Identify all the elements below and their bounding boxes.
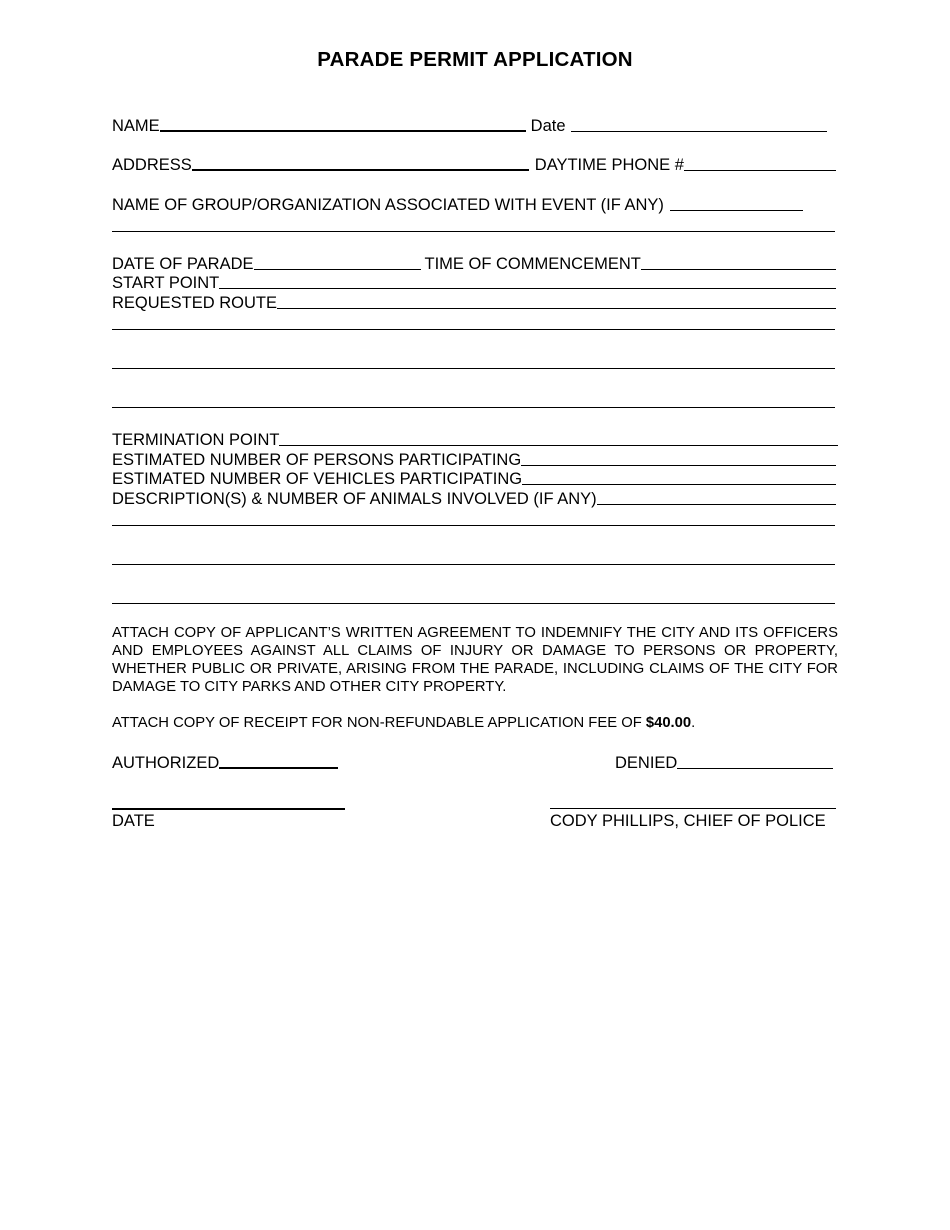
animals-line[interactable] [112, 564, 835, 565]
group-label: NAME OF GROUP/ORGANIZATION ASSOCIATED WITH EVENT (IF ANY) [112, 196, 664, 214]
authorized-row [112, 750, 352, 772]
authorized-label: AUTHORIZED [112, 754, 220, 772]
fee-amount: $40.00 [645, 715, 692, 731]
phone-label: DAYTIME PHONE # [534, 156, 684, 174]
name-row [112, 113, 836, 135]
commencement-label: TIME OF COMMENCEMENT [424, 255, 641, 273]
date-signature-line[interactable] [112, 808, 345, 810]
group-row [112, 192, 836, 214]
name-field[interactable] [160, 130, 526, 132]
chief-signature-line[interactable] [550, 808, 836, 809]
animals-field[interactable] [597, 504, 836, 505]
termination-field[interactable] [279, 445, 838, 446]
animals-label: DESCRIPTION(S) & NUMBER OF ANIMALS INVOLVED (IF ANY) [112, 490, 597, 508]
parade-date-label: DATE OF PARADE [112, 255, 254, 273]
authorized-field[interactable] [219, 767, 338, 769]
route-line[interactable] [112, 368, 835, 369]
fee-period: . [691, 715, 696, 731]
date-signature-label: DATE [112, 812, 155, 830]
animals-line[interactable] [112, 525, 835, 526]
vehicles-label: ESTIMATED NUMBER OF VEHICLES PARTICIPATING [112, 470, 523, 488]
indemnify-notice: ATTACH COPY OF APPLICANT’S WRITTEN AGREEMENT TO INDEMNIFY THE CITY AND ITS OFFICERS AND EMPLOYEES AGAINST ALL CLAIMS OF INJURY OR DAMAGE TO PERSONS OR PROPERTY, WHETHER PUBLIC OR PRIVATE, ARISING FROM THE PARADE, INCLUDING CLAIMS OF THE CITY FOR DAMAGE TO CITY PARKS AND OTHER CITY PROPERTY. [112, 625, 838, 695]
termination-row [112, 427, 838, 449]
route-line[interactable] [112, 407, 835, 408]
animals-line[interactable] [112, 603, 835, 604]
persons-label: ESTIMATED NUMBER OF PERSONS PARTICIPATING [112, 451, 522, 469]
route-label: REQUESTED ROUTE [112, 294, 278, 312]
denied-label: DENIED [615, 754, 678, 772]
start-point-field[interactable] [219, 288, 836, 289]
address-field[interactable] [192, 169, 529, 171]
date-field[interactable] [571, 131, 827, 132]
route-field[interactable] [277, 308, 836, 309]
name-label: NAME [112, 117, 160, 135]
chief-signature-label: CODY PHILLIPS, CHIEF OF POLICE [550, 812, 826, 830]
address-row [112, 152, 836, 174]
vehicles-field[interactable] [522, 484, 836, 485]
start-point-row [112, 270, 836, 292]
route-line[interactable] [112, 329, 835, 330]
fee-notice [112, 714, 838, 732]
group-field[interactable] [670, 210, 803, 211]
group-field-line[interactable] [112, 231, 835, 232]
vehicles-row [112, 466, 836, 488]
page-title: PARADE PERMIT APPLICATION [317, 48, 633, 71]
start-point-label: START POINT [112, 274, 220, 292]
date-label: Date [530, 117, 566, 135]
phone-field[interactable] [684, 170, 836, 171]
route-row [112, 290, 836, 312]
animals-row [112, 486, 836, 508]
denied-field[interactable] [677, 768, 833, 769]
denied-row [615, 750, 833, 772]
termination-label: TERMINATION POINT [112, 431, 280, 449]
address-label: ADDRESS [112, 156, 192, 174]
fee-text: ATTACH COPY OF RECEIPT FOR NON-REFUNDABLE APPLICATION FEE OF [112, 715, 646, 731]
